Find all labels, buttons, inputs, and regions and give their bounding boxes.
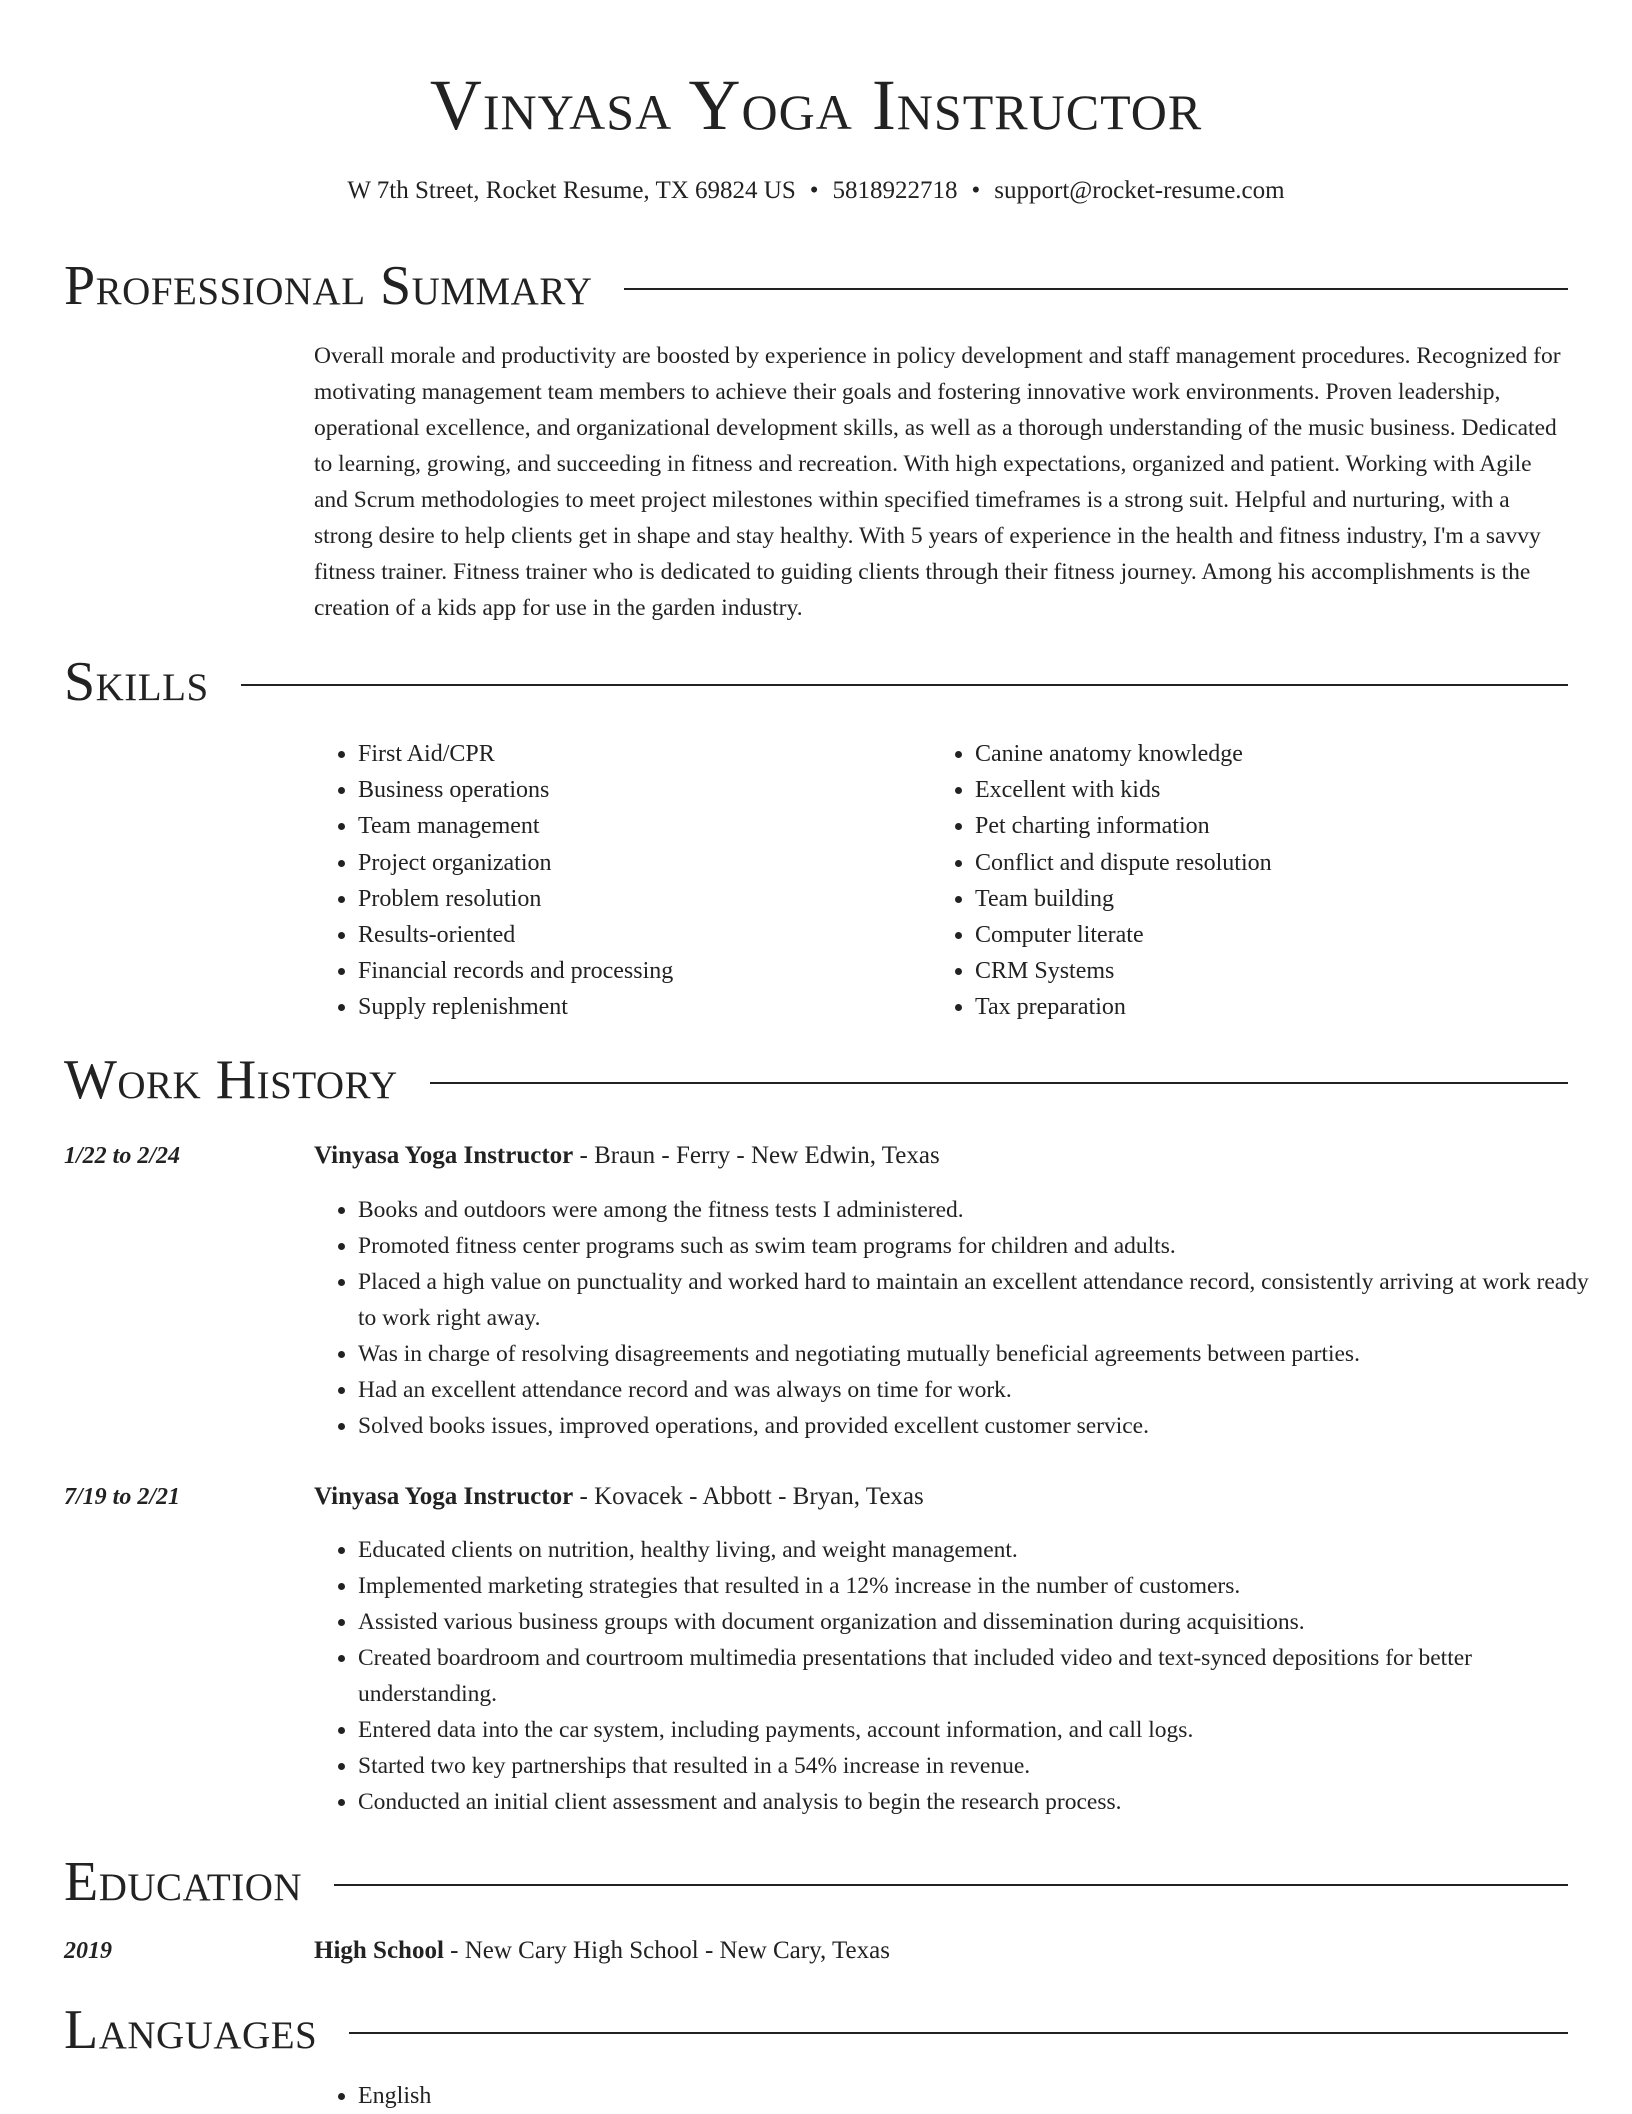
job-bullets [314,1192,1612,1444]
skill-item: • CRM Systems [975,953,1575,989]
skill-item: • Team building [975,881,1575,917]
job-bullet: • Books and outdoors were among the fitness tests I administered. [358,1192,1612,1228]
education-heading [314,1933,890,1969]
skill-item: • Team management [358,808,918,844]
section-divider [624,288,1568,290]
job-dates: 1/22 to 2/24 [64,1143,181,1169]
job-dates: 7/19 to 2/21 [64,1484,181,1510]
section-header-education [64,1850,1568,1914]
job-role: Vinyasa Yoga Instructor [314,1142,574,1169]
skill-item: • Business operations [358,772,918,808]
skills-list-right [931,736,1575,1026]
section-header-work [64,1048,1568,1112]
section-title-summary: Professional Summary [64,255,593,317]
job-bullet: • Had an excellent attendance record and was always on time for work. [358,1372,1612,1408]
job-details: - Braun - Ferry - New Edwin, Texas [573,1142,940,1169]
job-bullet: • Entered data into the car system, including payments, account information, and call logs. [358,1712,1612,1748]
section-title-skills: Skills [64,651,209,713]
section-divider [430,1082,1568,1084]
job-details: - Kovacek - Abbott - Bryan, Texas [573,1483,924,1510]
job-role: Vinyasa Yoga Instructor [314,1483,574,1510]
section-header-skills [64,650,1568,714]
skill-item: • Canine anatomy knowledge [975,736,1575,772]
skill-item: • Conflict and dispute resolution [975,845,1575,881]
section-divider [349,2032,1568,2034]
section-title-education: Education [64,1851,303,1913]
education-year: 2019 [64,1938,112,1964]
job-bullet: • Implemented marketing strategies that resulted in a 12% increase in the number of customers. [358,1568,1612,1604]
section-divider [241,684,1568,686]
skill-item: • Excellent with kids [975,772,1575,808]
skill-item: • Supply replenishment [358,989,918,1025]
job-bullet: • Created boardroom and courtroom multimedia presentations that included video and text-synced depositions for better understanding. [358,1640,1612,1712]
section-divider [334,1884,1568,1886]
skill-item: • Project organization [358,845,918,881]
language-item: • English [358,2078,918,2114]
job-heading [314,1138,940,1174]
job-bullet: • Placed a high value on punctuality and worked hard to maintain an excellent attendance record, consistently arriving at work ready to work right away. [358,1264,1612,1336]
job-bullet: • Conducted an initial client assessment and analysis to begin the research process. [358,1784,1612,1820]
resume-name: Vinyasa Yoga Instructor [429,65,1203,145]
section-title-work: Work History [64,1049,398,1111]
job-bullet: • Started two key partnerships that resulted in a 54% increase in revenue. [358,1748,1612,1784]
contact-address: W 7th Street, Rocket Resume, TX 69824 US [347,177,796,204]
job-bullet: • Was in charge of resolving disagreements and negotiating mutually beneficial agreements between parties. [358,1336,1612,1372]
skill-item: • Tax preparation [975,989,1575,1025]
languages-list [314,2078,918,2114]
section-header-languages [64,1998,1568,2062]
skill-item: • Pet charting information [975,808,1575,844]
skill-item: • Problem resolution [358,881,918,917]
contact-separator: • [971,177,981,204]
education-details: - New Cary High School - New Cary, Texas [443,1937,890,1964]
education-degree: High School [314,1937,444,1964]
contact-email[interactable]: support@rocket-resume.com [994,177,1285,204]
job-bullets [314,1532,1612,1820]
skill-item: • Computer literate [975,917,1575,953]
contact-separator: • [809,177,819,204]
contact-line [0,174,1632,208]
section-title-languages: Languages [64,1999,318,2061]
job-bullet: • Promoted fitness center programs such as swim team programs for children and adults. [358,1228,1612,1264]
skill-item: • First Aid/CPR [358,736,918,772]
skills-list-left [314,736,918,1026]
skill-item: • Financial records and processing [358,953,918,989]
contact-phone: 5818922718 [832,177,958,204]
job-bullet: • Solved books issues, improved operations, and provided excellent customer service. [358,1408,1612,1444]
job-bullet: • Assisted various business groups with document organization and dissemination during acquisitions. [358,1604,1612,1640]
skill-item: • Results-oriented [358,917,918,953]
job-heading [314,1479,924,1515]
job-bullet: • Educated clients on nutrition, healthy living, and weight management. [358,1532,1612,1568]
section-header-summary [64,254,1568,318]
summary-text: Overall morale and productivity are boosted by experience in policy development and staff management procedures. Recognized for motivating management team members to achieve their goals and fostering innovative work environments. Proven leadership, operational excellence, and organizational development skills, as well as a thorough understanding of the music business. Dedicated to learning, growing, and succeeding in fitness and recreation. With high expectations, organized and patient. Working with Agile and Scrum methodologies to meet project milestones within specified timeframes is a strong suit. Helpful and nurturing, with a strong desire to help clients get in shape and stay healthy. With 5 years of experience in the health and fitness industry, I'm a savvy fitness trainer. Fitness trainer who is dedicated to guiding clients through their fitness journey. Among his accomplishments is the creation of a kids app for use in the garden industry. [314,343,1561,621]
